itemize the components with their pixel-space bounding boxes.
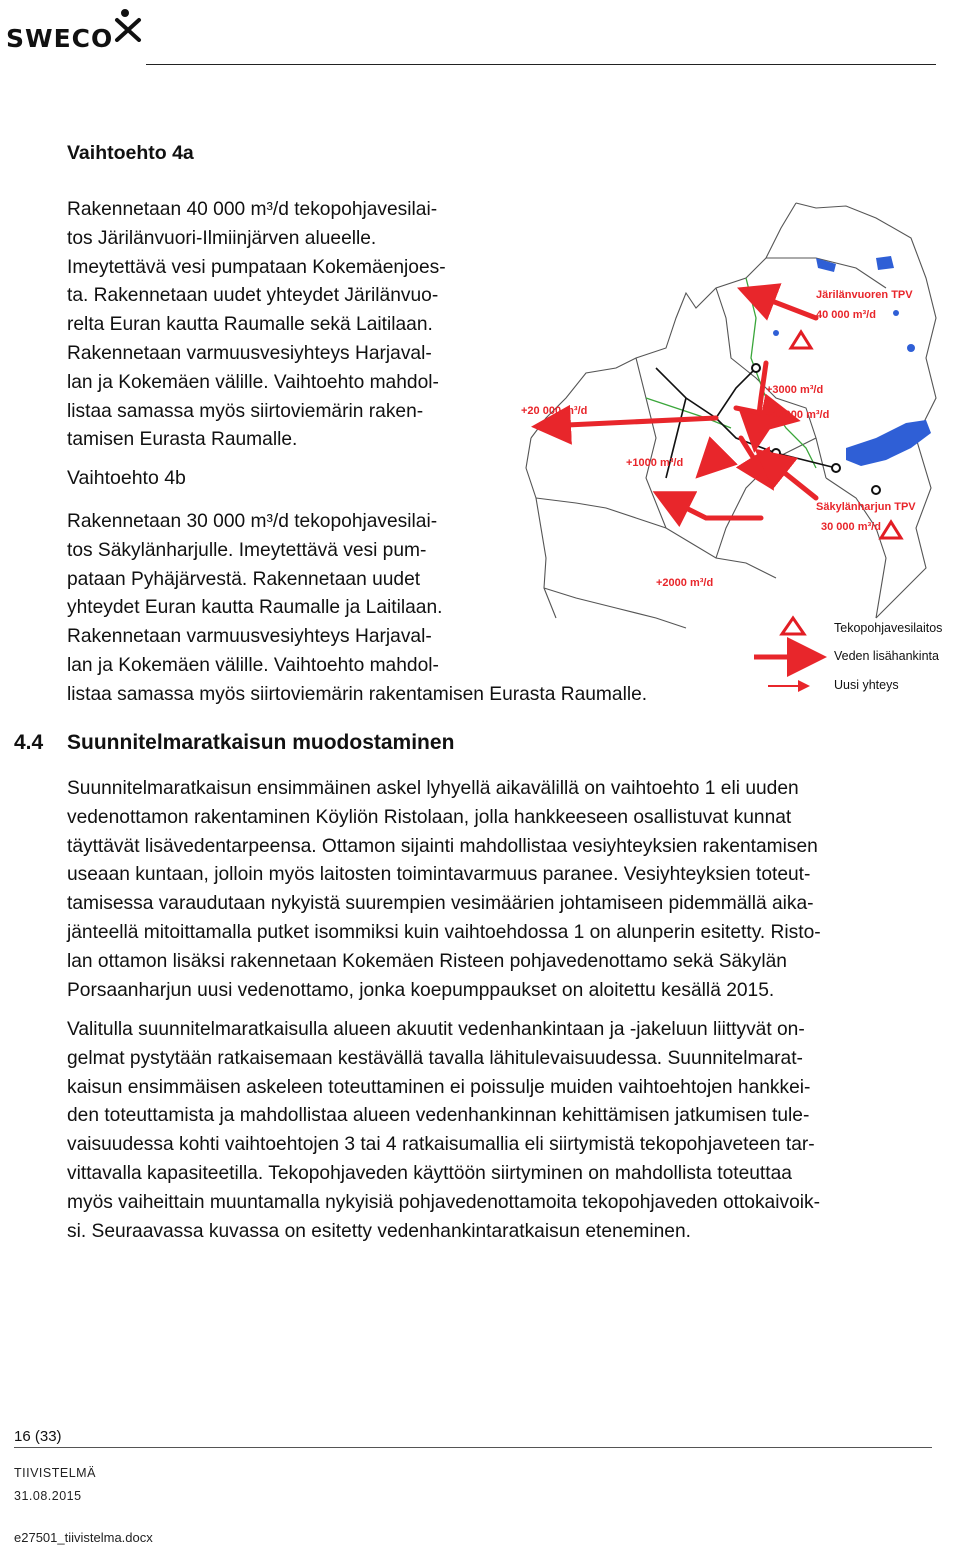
option-4a-title: Vaihtoehto 4a <box>67 142 194 164</box>
text-line: si. Seuraavassa kuvassa on esitetty vedenhankintaratkaisun eteneminen. <box>67 1220 691 1242</box>
text-line: tos Säkylänharjulle. Imeytettävä vesi pum- <box>67 539 427 561</box>
legend-triangle-icon <box>782 618 804 634</box>
legend-label-tpv: Tekopohjavesilaitos <box>834 621 943 635</box>
document-type: TIIVISTELMÄ <box>14 1466 96 1480</box>
option-4a-text <box>67 196 501 455</box>
section-title: Suunnitelmaratkaisun muodostaminen <box>67 731 455 754</box>
legend-label-supply: Veden lisähankinta <box>834 649 939 663</box>
text-line: vaisuudessa kohti vaihtoehtojen 3 tai 4 ratkaisumallia eli siirtymistä tekopohjaveteen tar- <box>67 1134 815 1156</box>
text-line: listaa samassa myös siirtoviemärin raken- <box>67 400 424 422</box>
logo-mark-icon <box>114 8 142 42</box>
water-supply-map <box>516 198 950 718</box>
text-line: Porsaanharjun uusi vedenottamo, jonka koepumppaukset on aloitettu kesällä 2015. <box>67 979 775 1001</box>
text-line: myös vaiheittain muuntamalla nykyisiä pohjavedenottamoita tekopohjaveden ottokaivoik- <box>67 1191 821 1213</box>
section-heading <box>14 731 454 755</box>
text-line: täyttävät lisävedentarpeensa. Ottamon sijainti mahdollistaa vesiyhteyksien rakentamisen <box>67 835 818 857</box>
section-paragraph-1 <box>67 775 934 1005</box>
water-bodies <box>773 256 931 466</box>
map-label-plus2000: +2000 m³/d <box>656 577 714 589</box>
text-line: tos Järilänvuori-Ilmiinjärven alueelle. <box>67 227 377 249</box>
text-line: relta Euran kautta Raumalle sekä Laitilaan. <box>67 314 433 336</box>
map-label-jarilanvuori-capacity: 40 000 m³/d <box>816 309 876 321</box>
text-line: vedenottamon rakentaminen Köyliön Ristolaan, jolla hankkeeseen osallistuvat kunnat <box>67 806 792 828</box>
map-label-sakylanharju: Säkylänharjun TPV <box>816 501 916 513</box>
text-line: Rakennetaan varmuusvesiyhteys Harjaval- <box>67 626 432 648</box>
text-line: vittavalla kapasiteetilla. Tekopohjaveden käyttöön siirtyminen on mahdollista toteuttaa <box>67 1162 792 1184</box>
text-line: kaisun ensimmäisen askeleen toteuttaminen ei poissulje muiden vaihtoehtojen hankkei- <box>67 1076 811 1098</box>
map-label-plus3000: +3000 m³/d <box>766 384 824 396</box>
text-line: Rakennetaan 30 000 m³/d tekopohjavesilai- <box>67 511 438 532</box>
text-line: lan ja Kokemäen välille. Vaihtoehto mahdol- <box>67 654 439 676</box>
text-line: Valitulla suunnitelmaratkaisulla alueen akuutit vedenhankintaan ja -jakeluun liittyvät on- <box>67 1019 805 1040</box>
map-legend <box>754 618 812 686</box>
municipal-borders <box>526 203 936 628</box>
document-filename: e27501_tiivistelma.docx <box>14 1530 153 1545</box>
text-line: ta. Rakennetaan uudet yhteydet Järilänvuo- <box>67 285 439 307</box>
map-label-jarilanvuori: Järilänvuoren TPV <box>816 289 913 301</box>
text-line: lan ottamon lisäksi rakennetaan Kokemäen Risteen pohjavedenottamo sekä Säkylän <box>67 950 787 972</box>
option-4b-text <box>67 508 648 710</box>
text-line: listaa samassa myös siirtoviemärin rakentamisen Eurasta Raumalle. <box>67 683 648 705</box>
text-line: lan ja Kokemäen välille. Vaihtoehto mahdol- <box>67 371 439 393</box>
legend-label-connection: Uusi yhteys <box>834 678 899 692</box>
text-line: pataan Pyhäjärvestä. Rakennetaan uudet <box>67 568 421 590</box>
header-divider <box>146 64 936 65</box>
text-line: den toteuttamista ja mahdollistaa alueen vedenhankinnan kehittämisen jatkumisen tule- <box>67 1105 810 1127</box>
document-date: 31.08.2015 <box>14 1489 82 1503</box>
text-line: Rakennetaan 40 000 m³/d tekopohjavesilai- <box>67 199 438 220</box>
text-line: tamisen Eurasta Raumalle. <box>67 429 298 451</box>
text-line: tamisessa varaudutaan nykyistä suurempien vesimäärien johtamiseen pidemmällä aika- <box>67 893 814 915</box>
map-label-sakylanharju-capacity: 30 000 m³/d <box>821 521 881 533</box>
section-paragraph-2 <box>67 1016 934 1246</box>
page-number: 16 (33) <box>14 1428 62 1445</box>
text-line: Rakennetaan varmuusvesiyhteys Harjaval- <box>67 342 432 364</box>
text-line: jänteellä mitoittamalla putket isommiksi kuin vaihtoehdossa 1 on alunperin esitetty. Risto- <box>67 921 821 943</box>
map-label-plus20000: +20 000 m³/d <box>521 405 588 417</box>
text-line: useaan kuntaan, jolloin myös laitosten toimintavarmuus paranee. Vesiyhteyksien toteut- <box>67 864 811 886</box>
text-line: gelmat pystytään ratkaisemaan kestävällä tavalla lähitulevaisuudessa. Suunnitelmarat- <box>67 1047 803 1069</box>
footer-divider <box>14 1447 932 1448</box>
section-number: 4.4 <box>14 731 44 754</box>
text-line: yhteydet Euran kautta Raumalle ja Laitilaan. <box>67 597 443 619</box>
text-line: Suunnitelmaratkaisun ensimmäinen askel lyhyellä aikavälillä on vaihtoehto 1 eli uuden <box>67 778 799 799</box>
logo-text: SWECO <box>6 24 114 53</box>
map-label-plus10000: +10000 m³/d <box>766 409 830 421</box>
sweco-logo <box>6 8 146 52</box>
option-4b-title: Vaihtoehto 4b <box>67 467 186 489</box>
map-label-plus1000: +1000 m³/d <box>626 457 684 469</box>
text-line: Imeytettävä vesi pumpataan Kokemäenjoes- <box>67 256 446 278</box>
